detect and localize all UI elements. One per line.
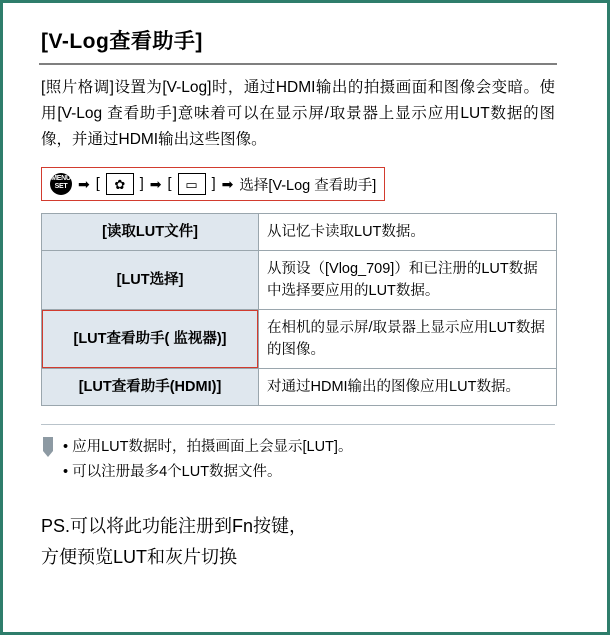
table-cell-key xyxy=(42,310,259,369)
table-cell-value: 对通过HDMI输出的图像应用LUT数据。 xyxy=(259,369,557,406)
intro-paragraph: [照片格调]设置为[V-Log]时，通过HDMI输出的拍摄画面和图像会变暗。使用[V-Log 查看助手]意味着可以在显示屏/取景器上显示应用LUT数据的图像，并通过HDMI输出这些图像。 xyxy=(41,79,555,148)
table-row xyxy=(42,251,557,310)
list-item: • 应用LUT数据时，拍摄画面上会显示[LUT]。 xyxy=(63,439,353,455)
menu-icon-label-bottom: SET xyxy=(54,183,68,190)
page-title: [V-Log查看助手] xyxy=(39,25,557,65)
arrow-right-icon-2: ➡ xyxy=(149,176,162,192)
table-cell-key: [LUT选择] xyxy=(42,251,259,310)
arrow-right-icon-1: ➡ xyxy=(78,176,90,192)
menu-path-box xyxy=(41,167,385,201)
menu-path-row xyxy=(50,173,376,195)
table-cell-key-text: [LUT查看助手( 监视器)] xyxy=(73,331,227,347)
arrow-right-icon-3: ➡ xyxy=(221,176,234,192)
bracket-open-2: [ xyxy=(167,176,172,192)
ps-line-1: PS.可以将此功能注册到Fn按键， xyxy=(41,516,308,536)
menu-set-icon xyxy=(50,173,72,195)
handwritten-note xyxy=(41,511,555,573)
ps-line-2: 方便预览LUT和灰片切换 xyxy=(41,547,238,567)
settings-table xyxy=(41,213,557,406)
table-cell-value: 在相机的显示屏/取景器上显示应用LUT数据的图像。 xyxy=(259,310,557,369)
note-list xyxy=(63,435,352,485)
bracket-close-2: ] xyxy=(211,176,216,192)
menu-icon-label-top: MENU xyxy=(51,175,71,182)
bracket-close-1: ] xyxy=(139,176,144,192)
notes-section xyxy=(41,424,555,485)
table-cell-value: 从记忆卡读取LUT数据。 xyxy=(259,214,557,251)
list-item: • 可以注册最多4个LUT数据文件。 xyxy=(63,464,282,480)
setup-gear-icon: ✿ xyxy=(106,173,134,195)
pen-icon xyxy=(41,437,55,459)
table-row xyxy=(42,214,557,251)
table-row xyxy=(42,369,557,406)
table-row-highlighted xyxy=(42,310,557,369)
folder-icon: ▭ xyxy=(178,173,206,195)
table-cell-key: [LUT查看助手(HDMI)] xyxy=(42,369,259,406)
table-cell-value: 从预设（[Vlog_709]）和已注册的LUT数据中选择要应用的LUT数据。 xyxy=(259,251,557,310)
document-content xyxy=(39,25,557,573)
table-cell-key: [读取LUT文件] xyxy=(42,214,259,251)
menu-path-tail-text: 选择[V-Log 查看助手] xyxy=(239,177,377,194)
bracket-open-1: [ xyxy=(95,176,100,192)
pen-body-shape xyxy=(43,437,53,451)
pen-tip-shape xyxy=(43,451,53,457)
